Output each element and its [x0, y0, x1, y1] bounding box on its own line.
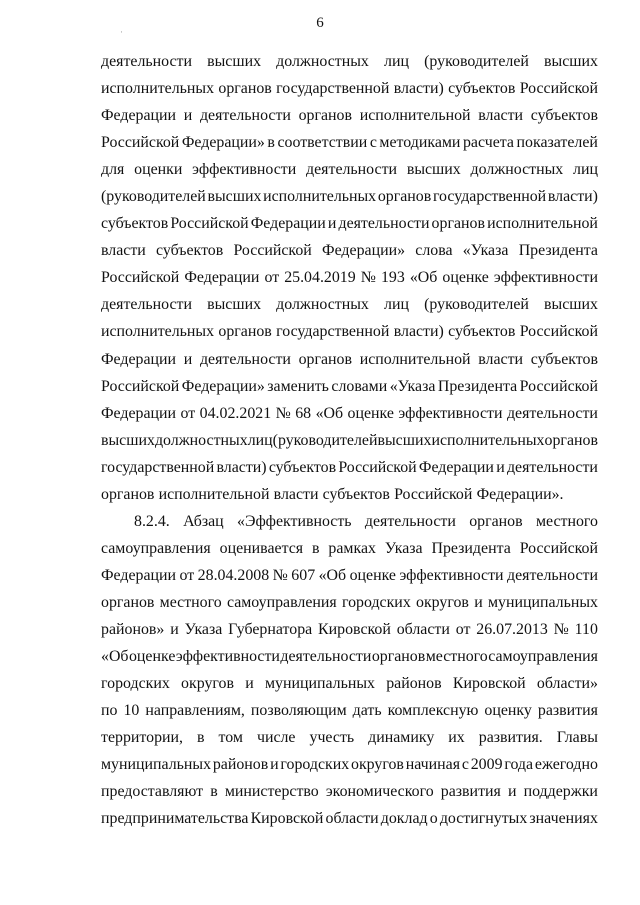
- text-line: органов исполнительной власти субъектов Российской Федерации».: [101, 485, 564, 503]
- text-line: районов» и Указа Губернатора Кировской области от 26.07.2013 № 110: [101, 620, 598, 638]
- text-line: Федерации и деятельности органов исполнительной власти субъектов: [101, 107, 598, 125]
- text-line: исполнительных органов государственной власти) субъектов Российской: [101, 323, 598, 341]
- text-line: городских округов и муниципальных районов Кировской области»: [101, 675, 598, 693]
- text-line: по 10 направлениям, позволяющим дать комплексную оценку развития: [101, 702, 598, 720]
- text-line: Российской Федерации от 25.04.2019 № 193 «Об оценке эффективности: [101, 269, 598, 287]
- text-line: деятельности высших должностных лиц (руководителей высших: [101, 296, 598, 314]
- text-line: 8.2.4. Абзац «Эффективность деятельности органов местного: [134, 512, 598, 530]
- text-line: (руководителей высших исполнительных органов государственной власти): [101, 188, 598, 206]
- text-line: «Об оценке эффективности деятельности органов местного самоуправления: [101, 648, 598, 666]
- text-line: территории, в том числе учесть динамику их развития. Главы: [101, 729, 598, 747]
- page-number: 6: [316, 15, 324, 31]
- text-line: самоуправления оценивается в рамках Указа Президента Российской: [101, 539, 598, 557]
- text-line: исполнительных органов государственной власти) субъектов Российской: [101, 80, 598, 98]
- document-body: [101, 52, 598, 836]
- text-line: муниципальных районов и городских округов начиная с 2009 года ежегодно: [101, 756, 598, 774]
- text-line: Федерации от 28.04.2008 № 607 «Об оценке эффективности деятельности: [101, 566, 598, 584]
- text-line: для оценки эффективности деятельности высших должностных лиц: [101, 161, 598, 179]
- text-line: высших должностных лиц (руководителей высших исполнительных органов: [101, 431, 598, 449]
- text-line: Российской Федерации» в соответствии с методиками расчета показателей: [101, 134, 598, 152]
- text-line: предоставляют в министерство экономического развития и поддержки: [101, 783, 598, 801]
- text-line: органов местного самоуправления городских округов и муниципальных: [101, 593, 598, 611]
- scan-mark: ·: [120, 27, 123, 37]
- text-line: государственной власти) субъектов Российской Федерации и деятельности: [101, 458, 598, 476]
- text-line: деятельности высших должностных лиц (руководителей высших: [101, 53, 598, 70]
- text-line: предпринимательства Кировской области доклад о достигнутых значениях: [101, 810, 598, 828]
- text-line: Федерации и деятельности органов исполнительной власти субъектов: [101, 350, 598, 368]
- text-line: власти субъектов Российской Федерации» слова «Указа Президента: [101, 242, 598, 260]
- text-line: Федерации от 04.02.2021 № 68 «Об оценке эффективности деятельности: [101, 404, 598, 422]
- text-line: Российской Федерации» заменить словами «Указа Президента Российской: [101, 377, 598, 395]
- text-line: субъектов Российской Федерации и деятельности органов исполнительной: [101, 215, 598, 233]
